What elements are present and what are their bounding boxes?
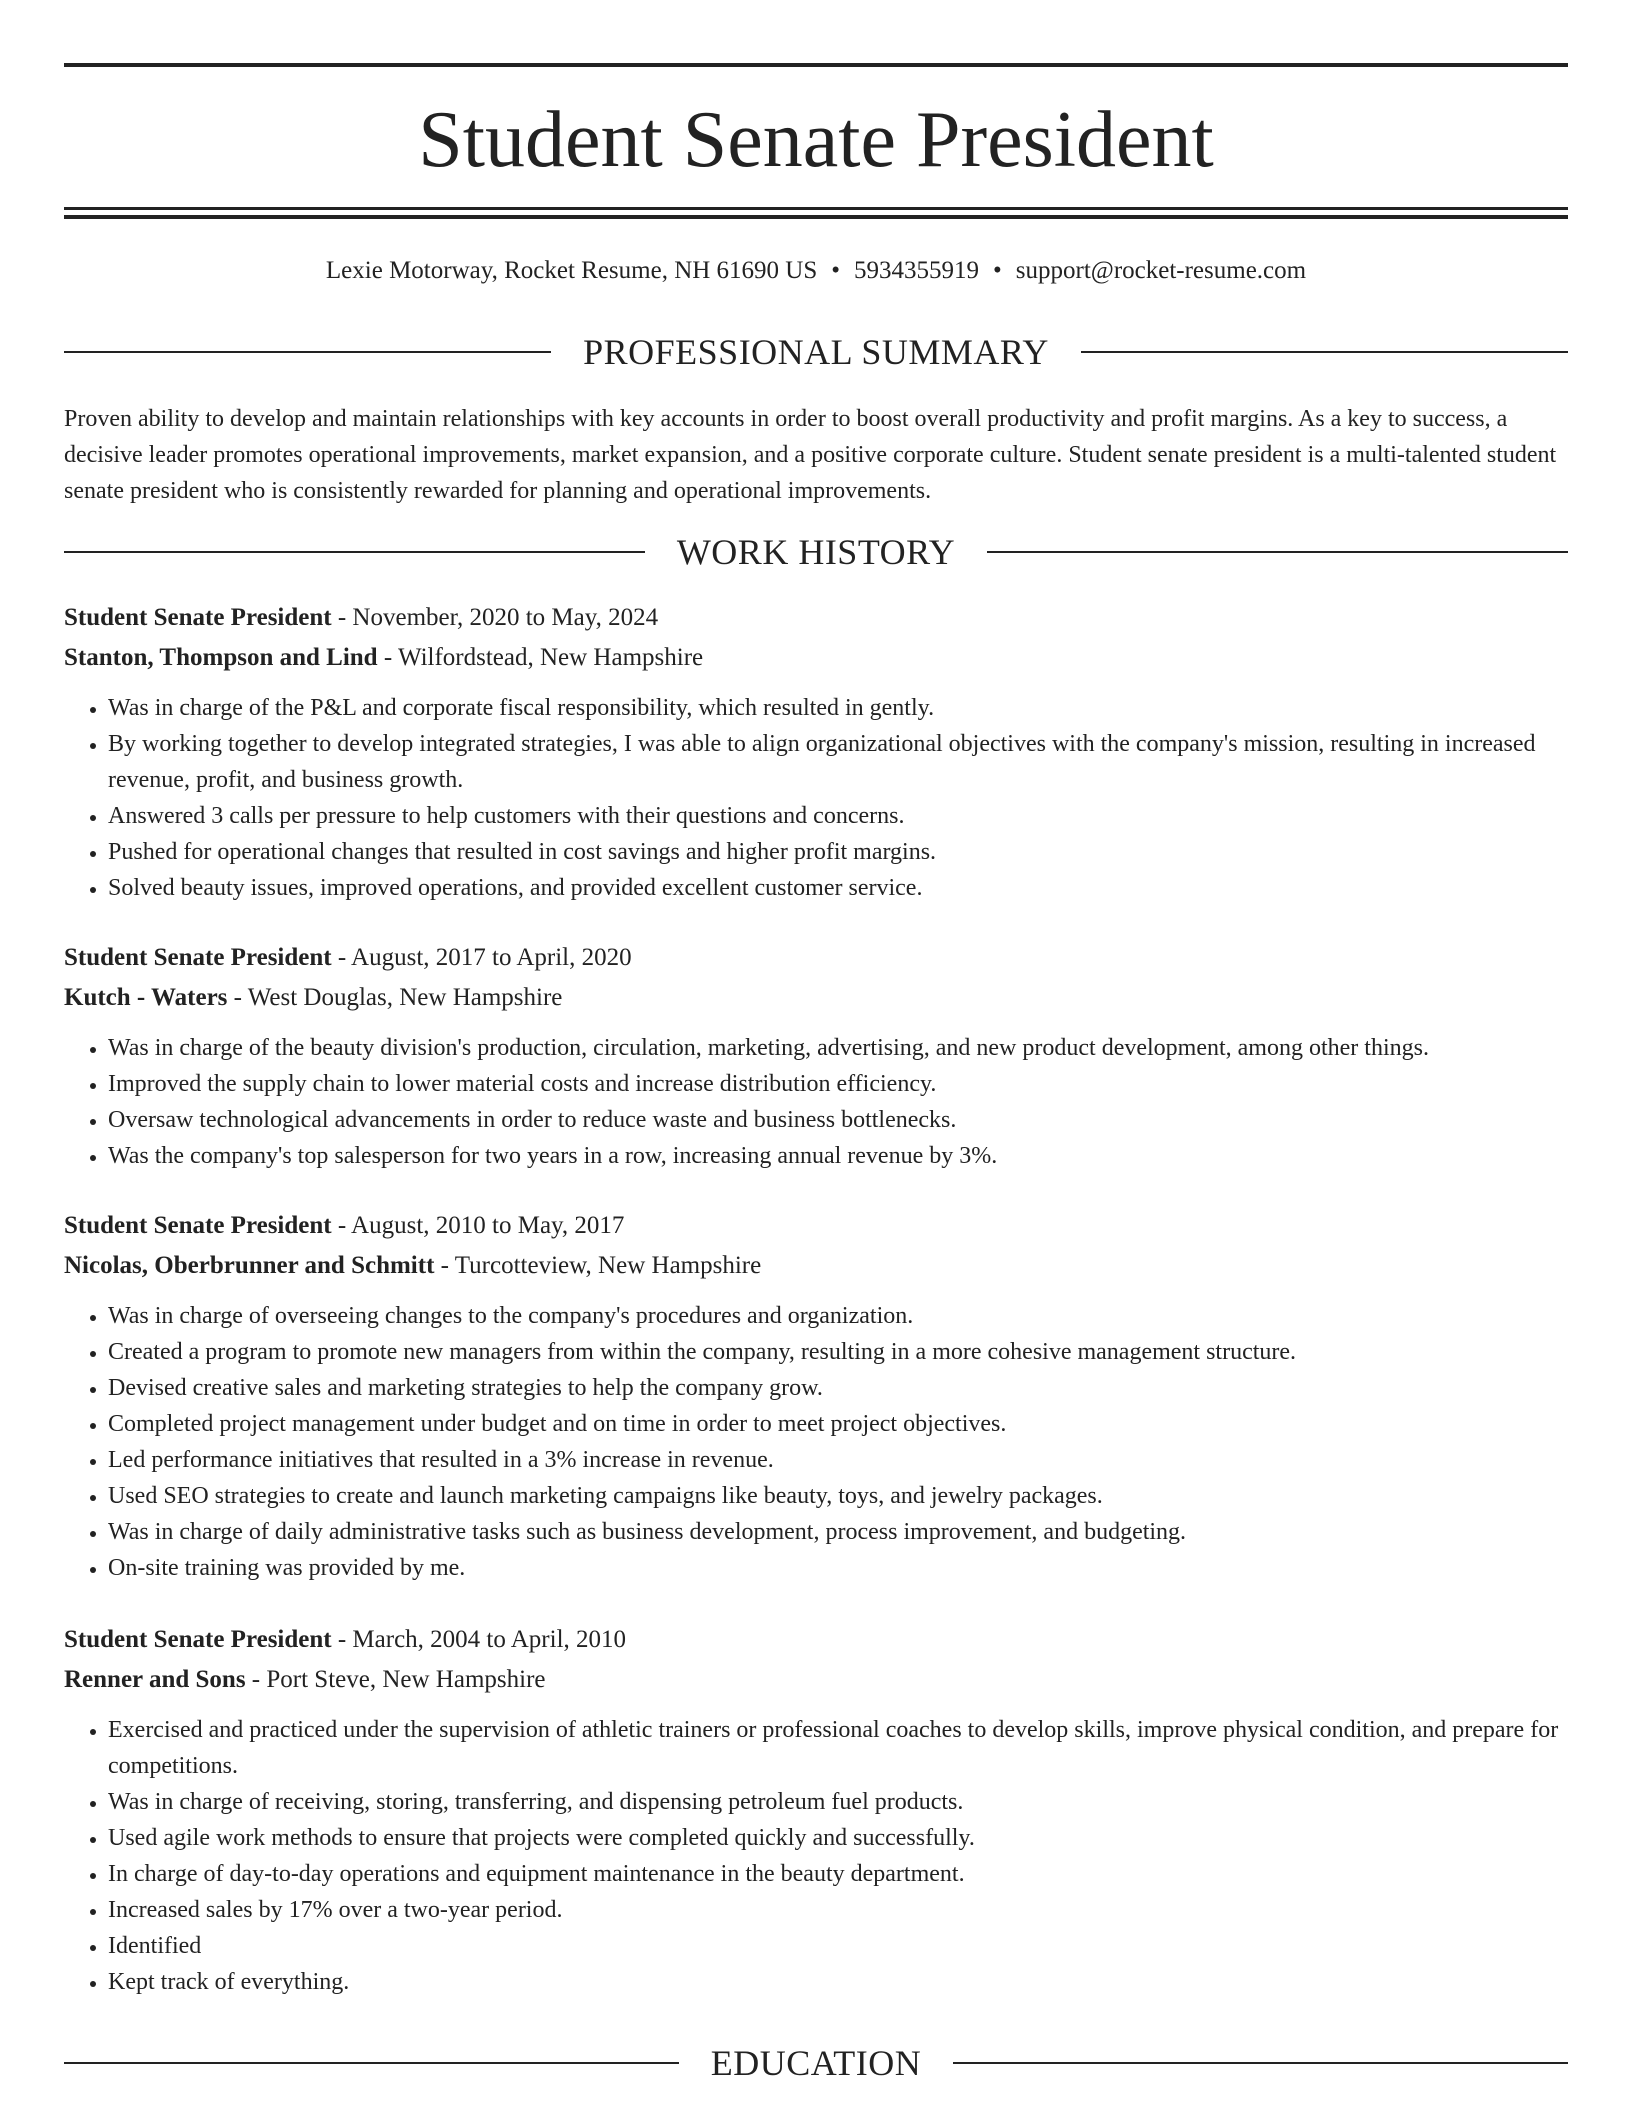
list-item: • Created a program to promote new managers from within the company, resulting in a more cohesive management structure.	[108, 1334, 1568, 1370]
job-dates: - November, 2020 to May, 2024	[337, 604, 659, 631]
summary-heading-label: PROFESSIONAL SUMMARY	[583, 332, 1049, 372]
list-item: • Was in charge of daily administrative tasks such as business development, process improvement, and budgeting.	[108, 1514, 1568, 1550]
list-item: • On-site training was provided by me.	[108, 1550, 1568, 1586]
list-item: • Answered 3 calls per pressure to help customers with their questions and concerns.	[108, 798, 1568, 834]
list-item: • By working together to develop integrated strategies, I was able to align organizational objectives with the company's mission, resulting in increased revenue, profit, and business growth.	[108, 726, 1568, 798]
job-entry	[64, 1206, 1568, 1586]
job-company-line	[64, 1246, 1568, 1286]
job-bullets	[64, 690, 1568, 906]
job-bullets	[64, 1712, 1568, 2000]
job-location: - Turcotteview, New Hampshire	[440, 1252, 762, 1279]
job-location: - Wilfordstead, New Hampshire	[383, 644, 704, 671]
education-section-heading	[64, 2043, 1568, 2083]
summary-text: Proven ability to develop and maintain relationships with key accounts in order to boost overall productivity and profit margins. As a key to success, a decisive leader promotes operational improvements, market expansion, and a positive corporate culture. Student senate president is a multi-talented student senate president who is consistently rewarded for planning and operational improvements.	[64, 406, 1557, 504]
job-location: - West Douglas, New Hampshire	[233, 984, 563, 1011]
list-item: • Was in charge of receiving, storing, transferring, and dispensing petroleum fuel products.	[108, 1784, 1568, 1820]
heading-rule-right	[987, 551, 1568, 553]
heading-rule-left	[64, 551, 645, 553]
list-item: • Improved the supply chain to lower material costs and increase distribution efficiency.	[108, 1066, 1568, 1102]
list-item: • Identified	[108, 1928, 1568, 1964]
list-item: • Was the company's top salesperson for two years in a row, increasing annual revenue by 3%.	[108, 1138, 1568, 1174]
job-bullets	[64, 1298, 1568, 1586]
heading-rule-left	[64, 351, 551, 353]
job-title: Student Senate President	[64, 604, 332, 631]
job-company: Nicolas, Oberbrunner and Schmitt	[64, 1252, 435, 1279]
job-company-line	[64, 638, 1568, 678]
contact-email: support@rocket-resume.com	[1015, 257, 1307, 284]
list-item: • Was in charge of the beauty division's production, circulation, marketing, advertising, and new product development, among other things.	[108, 1030, 1568, 1066]
heading-rule-left	[64, 2062, 679, 2064]
list-item: • Was in charge of the P&L and corporate fiscal responsibility, which resulted in gently.	[108, 690, 1568, 726]
job-dates: - March, 2004 to April, 2010	[337, 1626, 627, 1653]
job-entry	[64, 598, 1568, 906]
list-item: • Increased sales by 17% over a two-year period.	[108, 1892, 1568, 1928]
list-item: • Exercised and practiced under the supervision of athletic trainers or professional coaches to develop skills, improve physical condition, and prepare for competitions.	[108, 1712, 1568, 1784]
work-section-heading	[64, 532, 1568, 572]
list-item: • Oversaw technological advancements in order to reduce waste and business bottlenecks.	[108, 1102, 1568, 1138]
heading-rule-right	[1081, 351, 1568, 353]
title-rule-upper	[64, 207, 1568, 210]
heading-rule-right	[953, 2062, 1568, 2064]
list-item: • Led performance initiatives that resulted in a 3% increase in revenue.	[108, 1442, 1568, 1478]
summary-section-heading	[64, 332, 1568, 372]
list-item: • Used SEO strategies to create and launch marketing campaigns like beauty, toys, and jewelry packages.	[108, 1478, 1568, 1514]
contact-phone: 5934355919	[854, 257, 980, 284]
job-location: - Port Steve, New Hampshire	[251, 1666, 546, 1693]
education-heading-label: EDUCATION	[710, 2043, 922, 2083]
list-item: • Devised creative sales and marketing strategies to help the company grow.	[108, 1370, 1568, 1406]
job-entry	[64, 938, 1568, 1174]
job-title-line	[64, 1206, 1568, 1246]
job-company: Renner and Sons	[64, 1666, 246, 1693]
job-title-line	[64, 938, 1568, 978]
job-dates: - August, 2010 to May, 2017	[337, 1212, 625, 1239]
job-title: Student Senate President	[64, 1212, 332, 1239]
contact-address: Lexie Motorway, Rocket Resume, NH 61690 US	[325, 257, 818, 284]
job-title: Student Senate President	[64, 944, 332, 971]
list-item: • Pushed for operational changes that resulted in cost savings and higher profit margins.	[108, 834, 1568, 870]
job-bullets	[64, 1030, 1568, 1174]
job-title: Student Senate President	[64, 1626, 332, 1653]
job-entry	[64, 1620, 1568, 2000]
job-company: Stanton, Thompson and Lind	[64, 644, 378, 671]
list-item: • Completed project management under budget and on time in order to meet project objectives.	[108, 1406, 1568, 1442]
job-company-line	[64, 978, 1568, 1018]
list-item: • Was in charge of overseeing changes to the company's procedures and organization.	[108, 1298, 1568, 1334]
list-item: • In charge of day-to-day operations and equipment maintenance in the beauty department.	[108, 1856, 1568, 1892]
contact-separator: •	[831, 257, 841, 284]
list-item: • Kept track of everything.	[108, 1964, 1568, 2000]
work-heading-label: WORK HISTORY	[676, 532, 956, 572]
list-item: • Used agile work methods to ensure that projects were completed quickly and successfully.	[108, 1820, 1568, 1856]
job-title-line	[64, 1620, 1568, 1660]
list-item: • Solved beauty issues, improved operations, and provided excellent customer service.	[108, 870, 1568, 906]
job-company: Kutch - Waters	[64, 984, 228, 1011]
resume-title: Student Senate President	[418, 96, 1214, 184]
job-company-line	[64, 1660, 1568, 1700]
top-rule	[64, 63, 1568, 67]
contact-separator: •	[993, 257, 1002, 284]
job-dates: - August, 2017 to April, 2020	[337, 944, 632, 971]
title-rule-lower	[64, 215, 1568, 219]
job-title-line	[64, 598, 1568, 638]
contact-line	[64, 254, 1568, 288]
